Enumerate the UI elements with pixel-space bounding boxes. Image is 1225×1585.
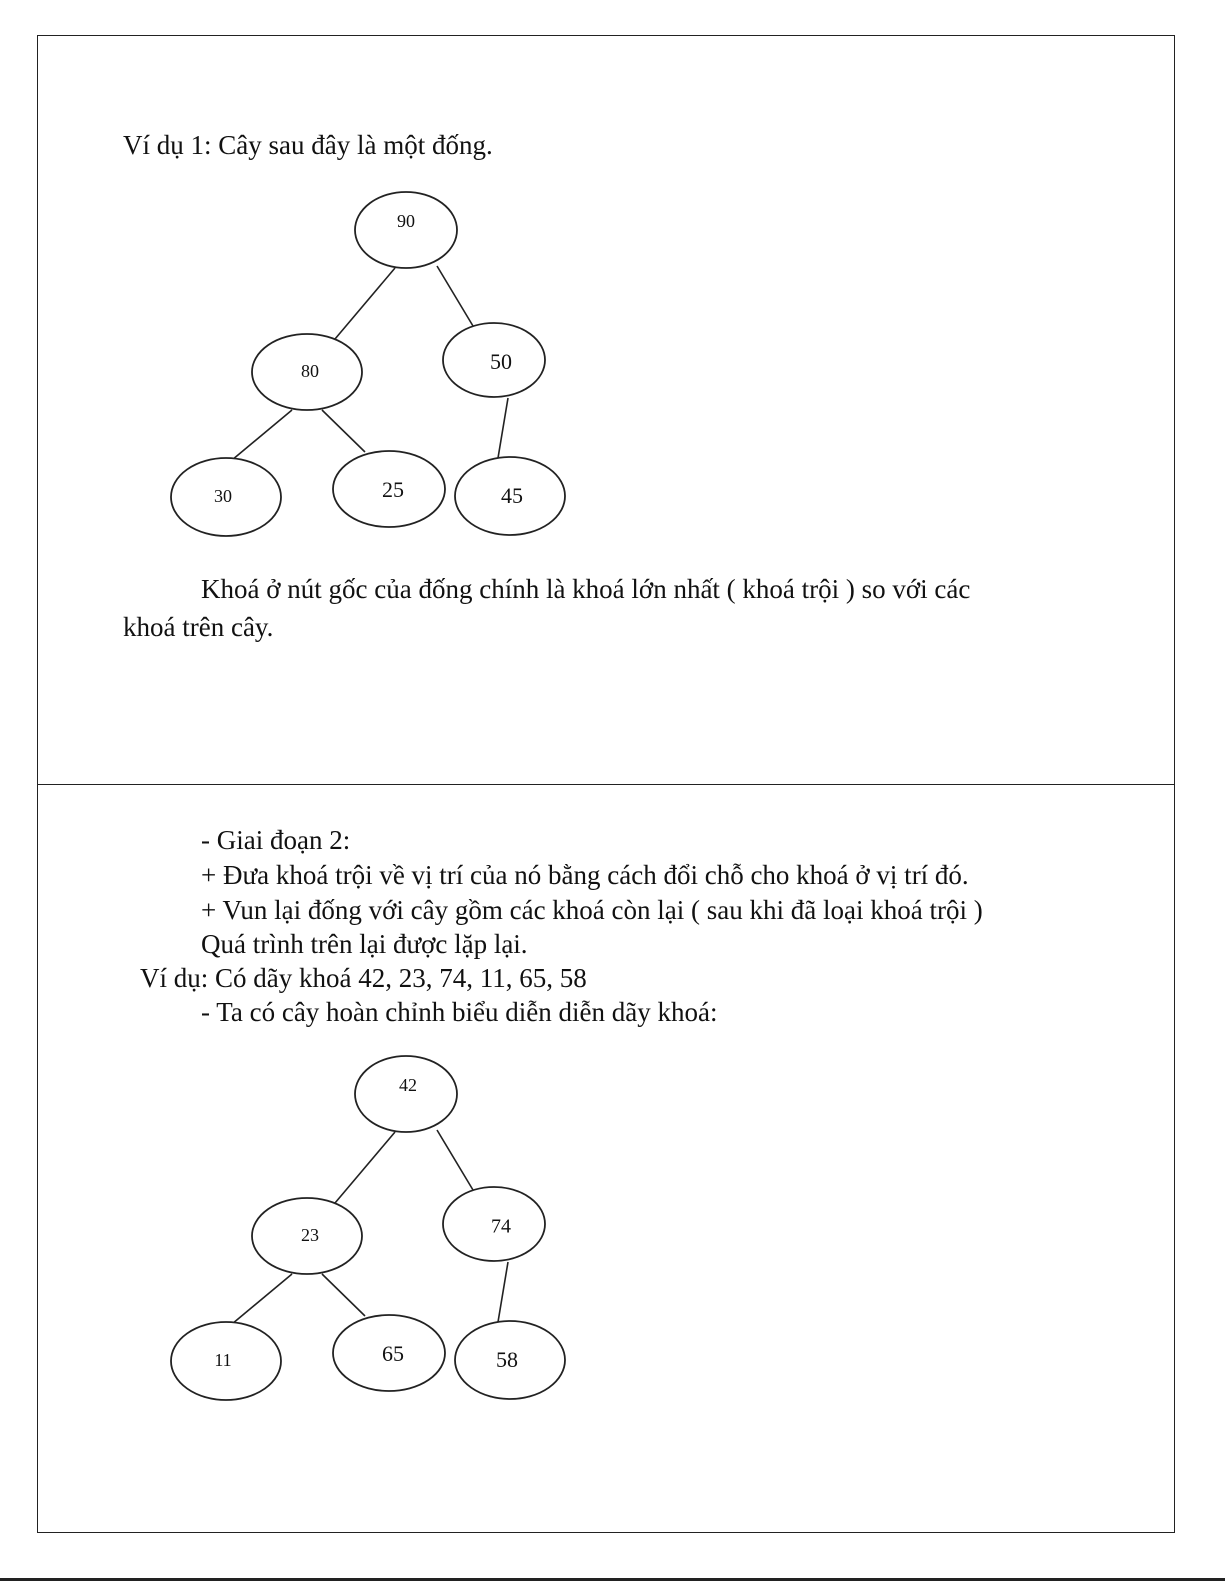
example-1-heading: Ví dụ 1: Cây sau đây là một đống. <box>123 130 493 160</box>
tree-intro-text: - Ta có cây hoàn chỉnh biểu diễn diễn dãy khoá: <box>201 997 718 1027</box>
edge-90-50 <box>437 266 473 326</box>
node-key: 80 <box>301 361 319 382</box>
edge-42-74 <box>437 1130 473 1190</box>
tree-node <box>171 458 281 536</box>
node-key: 23 <box>301 1225 319 1246</box>
note-line-1: Khoá ở nút gốc của đống chính là khoá lớn nhất ( khoá trội ) so với các <box>201 574 971 604</box>
edge-42-23 <box>335 1132 395 1203</box>
node-key: 50 <box>490 349 512 375</box>
key-sequence-tree-diagram <box>0 1045 1225 1425</box>
step-2-text: + Vun lại đống với cây gồm các khoá còn lại ( sau khi đã loại khoá trội ) <box>201 895 983 925</box>
tree-node <box>455 1321 565 1399</box>
tree-node <box>171 1322 281 1400</box>
edge-50-45 <box>498 398 508 458</box>
tree-node <box>355 192 457 268</box>
node-key: 74 <box>491 1215 511 1238</box>
tree-node <box>455 457 565 535</box>
edge-80-25 <box>322 410 365 452</box>
note-line-2: khoá trên cây. <box>123 612 274 642</box>
node-key: 45 <box>501 483 523 509</box>
edge-80-30 <box>232 410 292 460</box>
example-2-line: Ví dụ: Có dãy khoá 42, 23, 74, 11, 65, 58 <box>140 963 587 993</box>
node-key: 65 <box>382 1341 404 1367</box>
repeat-text: Quá trình trên lại được lặp lại. <box>201 929 528 959</box>
step-1-text: + Đưa khoá trội về vị trí của nó bằng cách đổi chỗ cho khoá ở vị trí đó. <box>201 860 969 890</box>
edge-90-80 <box>335 268 395 339</box>
node-key: 90 <box>397 211 415 232</box>
heap-tree-diagram <box>0 180 1225 560</box>
tree-node <box>355 1056 457 1132</box>
node-key: 25 <box>382 477 404 503</box>
edge-23-11 <box>232 1274 292 1324</box>
node-key: 58 <box>496 1347 518 1373</box>
edge-74-58 <box>498 1262 508 1322</box>
tree-node <box>333 1315 445 1391</box>
node-key: 11 <box>214 1350 232 1371</box>
phase-2-heading: - Giai đoạn 2: <box>201 825 351 855</box>
page-bottom-rule <box>0 1578 1225 1581</box>
tree-node <box>443 1187 545 1261</box>
tree-node <box>252 334 362 410</box>
edge-23-65 <box>322 1274 365 1316</box>
node-key: 42 <box>399 1075 417 1096</box>
tree-node <box>443 323 545 397</box>
tree-node <box>252 1198 362 1274</box>
tree-node <box>333 451 445 527</box>
node-key: 30 <box>214 486 232 507</box>
